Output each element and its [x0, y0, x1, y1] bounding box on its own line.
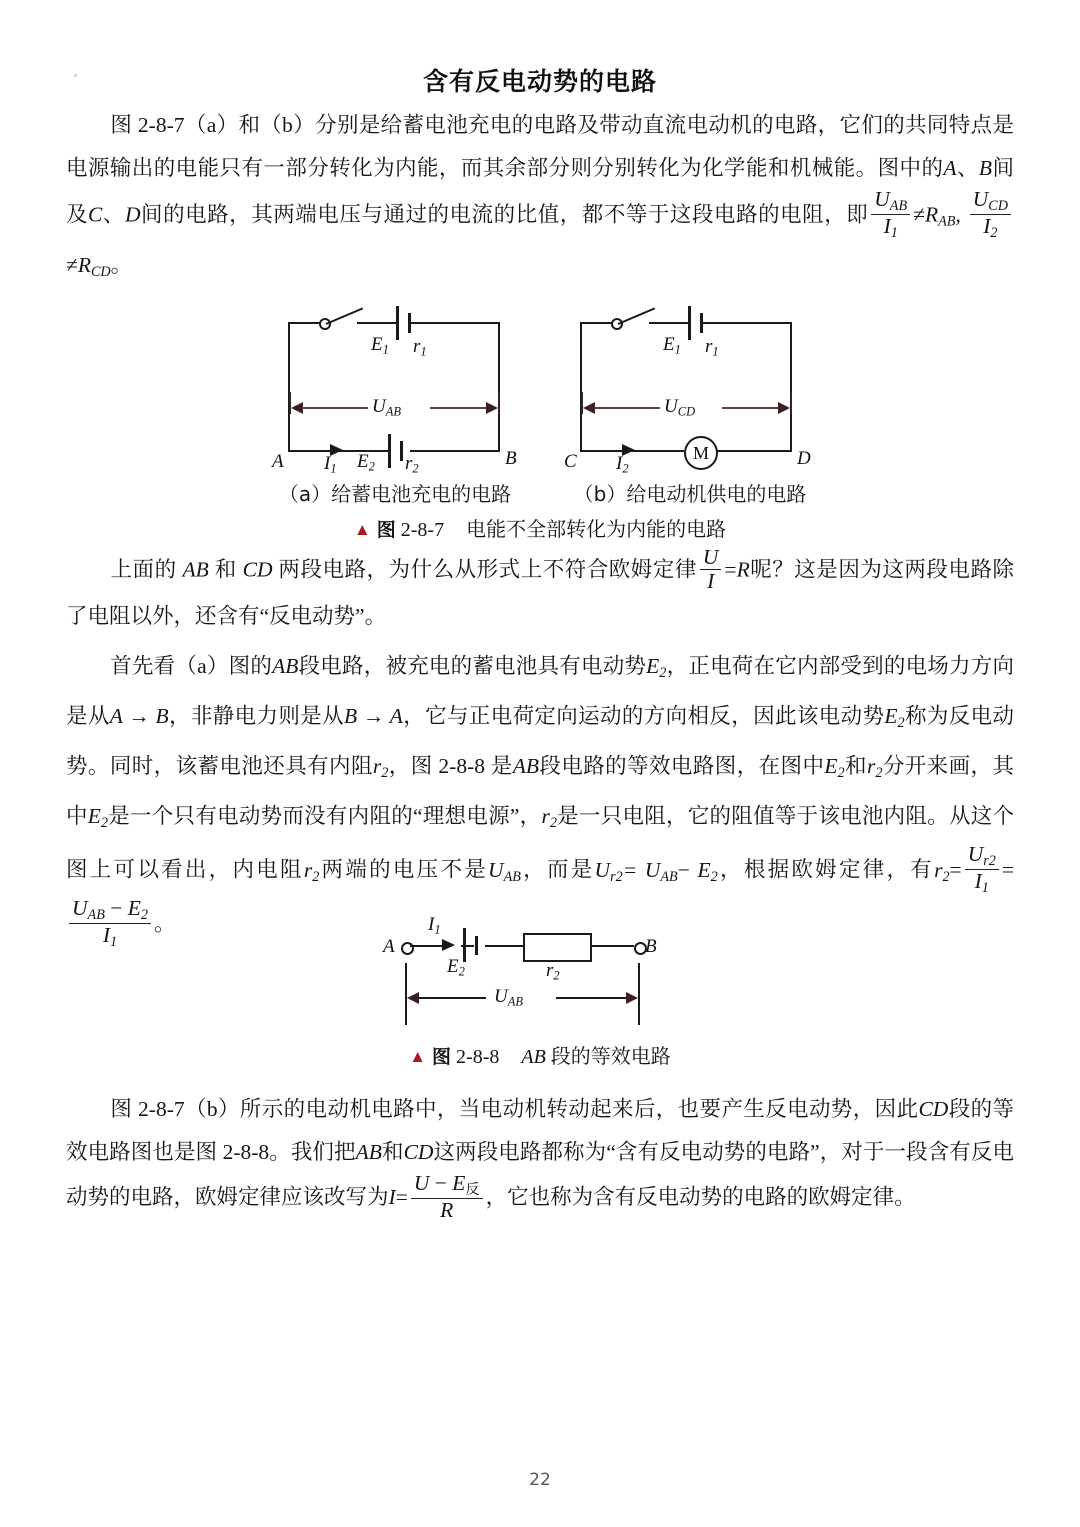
label-uab: $U_{AB}$: [372, 396, 402, 419]
uab-line-left: [302, 407, 368, 409]
label-e2: $E_2$: [357, 451, 375, 474]
p3-sym-e2-3: $E_2$: [824, 753, 845, 781]
page-number: 22: [529, 1470, 551, 1490]
label-r2: $r_2$: [405, 453, 419, 476]
fig2-uab-arrow-right-icon: [626, 992, 638, 1004]
sym-B: B: [978, 156, 993, 180]
p3-sym-ab-2: AB: [512, 753, 539, 778]
p3-arrow-ab: A → B: [109, 703, 169, 728]
p3-sym-e2-1: $E_2$: [646, 654, 667, 681]
p4-text-b: 段的等效电路图也是图 2-8-8。我们把: [66, 1097, 1014, 1164]
ohm-eq: =: [724, 557, 737, 582]
f1-den-sub: 1: [890, 225, 898, 242]
p3-text-m: 两端的电压不是: [319, 857, 489, 882]
fig2-uab-right-tick: [638, 963, 640, 1025]
f2-den-sub: 2: [990, 225, 998, 242]
p4-text-d: 这两段电路都称为“含有反电动势的电路”，对于一段含有反电动势的电路，欧姆定律应该改写为: [66, 1140, 1014, 1210]
p4-ohm-i: I: [388, 1185, 396, 1210]
label-i1: $I_1$: [324, 453, 337, 476]
p3-sym-e2-4: $E_2$: [87, 803, 108, 831]
f2-num-sub: CD: [988, 197, 1008, 214]
uab-right-tick: [498, 392, 500, 414]
caption-text-2: 段的等效电路: [550, 1046, 671, 1068]
caption-number-2: 2-8-8: [456, 1046, 500, 1068]
p1-tail: 。: [110, 252, 133, 277]
p3-text-e: ，它与正电荷定向运动的方向相反，因此该电动势: [402, 703, 885, 728]
p2-text-c: 两段电路，为什么从形式上不符合欧姆定律: [278, 557, 697, 582]
battery-e1-b-long-plate-icon: [688, 306, 691, 340]
label-r1: $r_1$: [413, 336, 427, 359]
paragraph-1: 图 2-8-7（a）和（b）分别是给蓄电池充电的电路及带动直流电动机的电路，它们的共同特点是电源输出的电能只有一部分转化为内能，而其余部分则分别转化为化学能和机械能。图中的A、B间及C、D间的电路，其两端电压与通过的电流的比值，都不等于这段电路的电阻，即 $\frac{U_{AB}}{I_1}$ $\ne R_{AB}$, $\frac{U_{CD}}{I_2}$ $\ne R_{CD}$。: [66, 113, 1014, 280]
fig2-label-i1: $I_1$: [428, 914, 441, 937]
f2-rhs-sub: CD: [90, 263, 111, 280]
p4-text-e: ，它也称为含有反电动势的电路的欧姆定律。: [485, 1185, 916, 1210]
fig2-current-arrow-icon: [442, 939, 455, 951]
fig2-wire-4: [588, 945, 634, 947]
p3-text-n: ，而是: [520, 857, 595, 882]
p1-text-c: 间及: [66, 156, 1014, 227]
node-label-c: C: [564, 451, 577, 472]
f2-rhs: R: [77, 252, 91, 277]
formula-u-over-i: [700, 546, 722, 593]
subcaption-a: （a）给蓄电池充电的电路: [278, 482, 512, 506]
neq-2: ≠: [66, 252, 78, 277]
p3-sym-r2-3: $r_2$: [541, 803, 557, 831]
p1-text-b: 、: [956, 156, 979, 180]
p3-eq-ur2: $U_{r2}= U_{AB}- E_2$: [594, 857, 718, 885]
fig2-uab-line-right: [556, 997, 626, 999]
caption-text-1: 电能不全部转化为内能的电路: [466, 519, 727, 541]
uab-arrow-right-icon: [486, 402, 498, 414]
circuit-b-left-wire: [580, 322, 582, 452]
p4-text-a: 图 2-8-7（b）所示的电动机电路中，当电动机转动起来后，也要产生反电动势，因此: [110, 1097, 919, 1121]
ohm-num: U: [700, 546, 722, 570]
circuit-a-bottom-wire-2: [410, 450, 500, 452]
p3-sym-r2-4: $r_2$: [303, 857, 320, 885]
p4-text-c: 和: [381, 1140, 404, 1164]
ucd-right-tick: [790, 392, 792, 414]
f2-den: I: [983, 214, 991, 239]
ucd-arrow-right-icon: [778, 402, 790, 414]
circuit-b-right-wire: [790, 322, 792, 452]
f1-num: U: [874, 187, 890, 211]
fig2-node-label-a: A: [383, 936, 395, 957]
label-e1: $E_1$: [371, 334, 389, 357]
p1-text-d: 、: [102, 202, 125, 227]
paragraph-2: [66, 545, 1014, 638]
p3-text-b: 段电路，被充电的蓄电池具有电动势: [298, 654, 647, 678]
p3-eq-1: =: [949, 857, 962, 882]
p3-text-o: ，根据欧姆定律，有: [717, 857, 935, 882]
caption-triangle-2-icon: ▲: [409, 1047, 427, 1066]
f1-rhs-sub: AB: [938, 213, 956, 230]
formula-ur2-over-i1: $\frac{U_{r2}}{I_1}$: [965, 843, 999, 897]
p3-text-g: ，图 2-8-8 是: [388, 753, 513, 778]
page-title: 含有反电动势的电路: [422, 67, 657, 96]
caption-label-2: 图: [432, 1046, 452, 1068]
sym-C: C: [88, 202, 103, 227]
p3-text-k: 是一个只有电动势而没有内阻的“理想电源”，: [108, 803, 542, 828]
sym-A: A: [943, 156, 957, 180]
p2-sym-ab: AB: [182, 557, 209, 582]
circuit-a-top-wire-1: [288, 322, 322, 324]
circuit-a-left-wire: [288, 322, 290, 452]
circuit-b-bottom-wire-2: [714, 450, 792, 452]
p4-eq: =: [395, 1185, 408, 1210]
p1-text-a: 图 2-8-7（a）和（b）分别是给蓄电池充电的电路及带动直流电动机的电路，它们的共同特点是电源输出的电能只有一部分转化为内能，而其余部分则分别转化为化学能和机械能。图中的: [66, 113, 1014, 180]
battery-r2-short-plate-icon: [400, 441, 403, 461]
fig2-wire-3: [485, 945, 523, 947]
formula-ucd-over-i2: [970, 188, 1011, 242]
circuit-a-top-wire-3: [410, 322, 500, 324]
p3-text-f: 称为反电动势。同时，该蓄电池还具有内阻: [66, 703, 1014, 778]
p3-text-j: 分开来画，其中: [66, 753, 1014, 828]
p3-sym-ab-1: AB: [272, 654, 299, 678]
resistor-r2-icon: [523, 933, 592, 962]
sym-D: D: [124, 202, 141, 227]
figure-2-8-8-caption: [0, 1040, 1080, 1069]
p3-sym-uab: $U_{AB}$: [488, 857, 521, 885]
f1-num-sub: AB: [889, 197, 908, 214]
p1-text-e: 间的电路，其两端电压与通过的电流的比值，都不等于这段电路的电阻，即: [140, 202, 869, 227]
neq-1: ≠: [913, 202, 925, 227]
formula-uab-over-i1: [871, 188, 910, 242]
subcaption-b: （b）给电动机供电的电路: [573, 482, 807, 506]
p2-text-b: 和: [214, 557, 237, 582]
motor-icon: M: [684, 436, 718, 470]
p3-text-i: 和: [844, 753, 867, 778]
f1-den: I: [883, 214, 891, 239]
p3-text-d: ，非静电力则是从: [168, 703, 344, 728]
formula-u-minus-efan-over-r: $\frac{U - E_反}{R}$: [411, 1172, 483, 1223]
f1-rhs: R: [924, 202, 939, 227]
fig2-node-label-b: B: [645, 936, 657, 957]
node-label-d: D: [797, 448, 811, 469]
p3-arrow-ba: B → A: [343, 703, 403, 728]
p3-r2-lhs: $r_2$: [934, 857, 950, 885]
battery-r1-b-short-plate-icon: [700, 313, 703, 333]
ucd-line-left: [594, 407, 660, 409]
f2-num: U: [972, 187, 989, 211]
p3-text-l: 是一只电阻，它的阻值等于该电池内阻。从这个图上可以看出，内电阻: [66, 803, 1014, 882]
figure-2-8-7-caption: [0, 513, 1080, 542]
circuit-a-right-wire: [498, 322, 500, 452]
label-e1-b: $E_1$: [663, 334, 681, 357]
p3-tail: 。: [154, 911, 176, 936]
battery-r1-short-plate-icon: [408, 313, 411, 333]
circuit-b-top-wire-2: [649, 322, 689, 324]
ohm-den: I: [707, 569, 715, 594]
p3-text-c: ，正电荷在它内部受到的电场力方向是从: [66, 654, 1014, 728]
circuit-b-top-wire-1: [580, 322, 614, 324]
label-ucd: $U_{CD}$: [664, 396, 696, 419]
fig2-label-r2: $r_2$: [546, 960, 560, 983]
p4-sym-cd-1: CD: [918, 1097, 949, 1121]
fig2-uab-line-left: [418, 997, 486, 999]
caption-number-1: 2-8-7: [400, 519, 445, 541]
ohm-rhs: R: [736, 557, 750, 582]
p3-text-a: 首先看（a）图的: [110, 654, 273, 678]
formula-uab-minus-e2-over-i1: $\frac{U_{AB} - E_2}{I_1}$: [69, 897, 151, 951]
ucd-line-right: [722, 407, 778, 409]
uab-line-right: [430, 407, 486, 409]
terminal-a-icon: [401, 942, 414, 955]
fig2-label-uab: $U_{AB}$: [494, 986, 524, 1009]
paragraph-4: [66, 1088, 1014, 1225]
paragraph-3: [66, 645, 1014, 952]
battery-e1-long-plate-icon: [396, 306, 399, 340]
battery-e2-long-plate-icon: [388, 434, 391, 468]
p4-sym-ab: AB: [355, 1140, 382, 1164]
circuit-b-top-wire-3: [702, 322, 792, 324]
fig2-label-e2: $E_2$: [447, 956, 465, 979]
p4-sym-cd-2: CD: [403, 1140, 434, 1164]
p2-sym-cd: CD: [242, 557, 273, 582]
caption-triangle-icon: ▲: [353, 520, 371, 539]
node-label-a: A: [272, 451, 284, 472]
p3-eq-2: =: [1001, 857, 1014, 882]
label-r1-b: $r_1$: [705, 336, 719, 359]
fig2-emf-short-plate-icon: [475, 936, 478, 955]
circuit-a-top-wire-2: [357, 322, 397, 324]
p3-sym-e2-2: $E_2$: [884, 703, 905, 731]
caption-label-1: 图: [376, 519, 396, 541]
p3-sym-r2-1: $r_2$: [372, 753, 389, 781]
node-label-b: B: [505, 448, 517, 469]
p3-text-h: 段电路的等效电路图，在图中: [538, 753, 825, 778]
label-i2: $I_2$: [616, 453, 629, 476]
p2-text-a: 上面的: [110, 557, 177, 582]
caption-italic-2: AB: [521, 1046, 546, 1068]
p2-text-d: 呢？这是因为这两段电路除了电阻以外，还含有“反电动势”。: [66, 557, 1014, 629]
p3-sym-r2-2: $r_2$: [866, 753, 883, 781]
